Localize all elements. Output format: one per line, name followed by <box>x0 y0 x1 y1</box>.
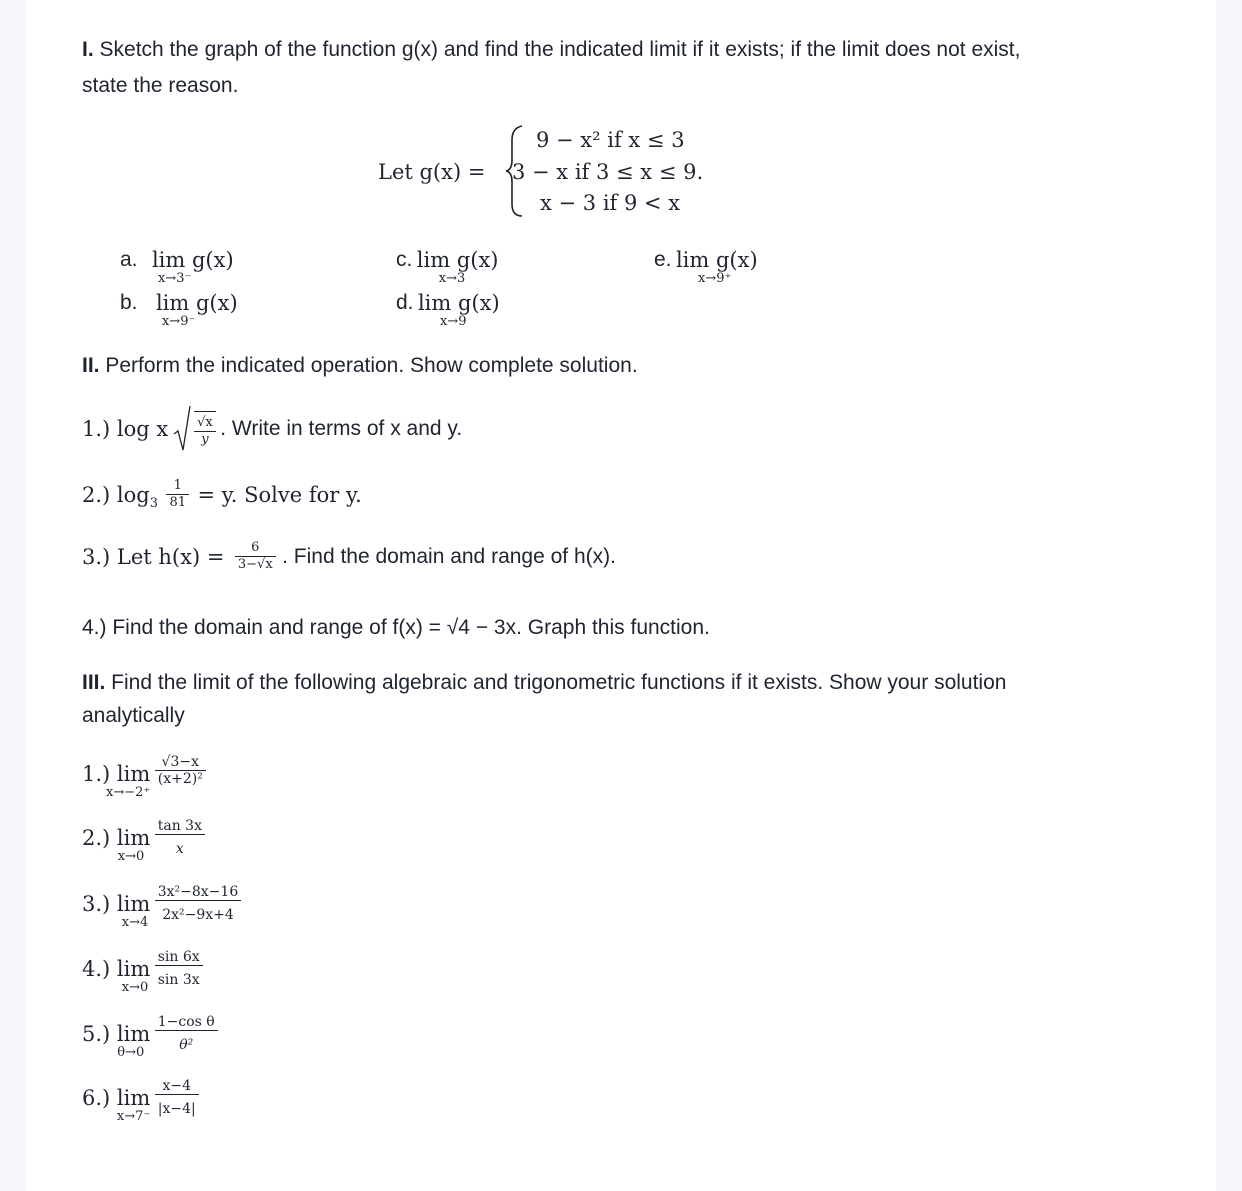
radical-sign-icon <box>173 404 191 454</box>
part-b <box>120 291 238 329</box>
limit-4-lim <box>82 949 150 995</box>
part-b-limit <box>156 291 238 329</box>
limit-1-sub: x→−2⁺ <box>106 785 151 800</box>
part-c-sub: x→3 <box>438 271 466 286</box>
limit-5-lim-word: lim <box>116 1022 151 1046</box>
limit-1-word <box>82 762 150 786</box>
problem-2-2-text: = y. Solve for y. <box>197 482 362 507</box>
limit-4-number: 4.) <box>82 957 111 981</box>
part-d-sub: x→9 <box>439 314 467 329</box>
piecewise-case-1: 9 − x² if x ≤ 3 <box>536 128 685 152</box>
limit-5-numerator: 1−cos θ <box>155 1014 218 1031</box>
limit-4-fraction <box>155 949 203 988</box>
limit-3-word <box>82 892 150 916</box>
limit-6-fraction <box>155 1078 199 1117</box>
part-a-sub: x→3⁻ <box>157 271 192 286</box>
limit-1-fraction <box>155 754 206 787</box>
limit-6-denominator: |x−4| <box>157 1101 196 1117</box>
section-1-heading <box>82 38 1020 62</box>
limit-2-sub: x→0 <box>117 849 145 864</box>
problem-2-3-denominator: 3−√x <box>237 557 273 572</box>
part-c <box>396 248 499 286</box>
part-a-limit <box>152 248 234 286</box>
limit-2-number: 2.) <box>82 826 111 850</box>
problem-2-3 <box>82 540 616 573</box>
limit-6-word <box>82 1086 150 1110</box>
limit-problem-6 <box>82 1078 199 1124</box>
limit-1-numerator: √3−x <box>155 754 206 771</box>
problem-2-2-denominator: 81 <box>169 495 186 510</box>
limit-3-denominator: 2x²−9x+4 <box>162 907 234 923</box>
part-e <box>654 248 758 286</box>
problem-2-1-text: . Write in terms of x and y. <box>220 417 463 440</box>
limit-1-lim-word: lim <box>116 762 151 786</box>
problem-2-1-denominator: y <box>201 431 209 447</box>
section-3-text: Find the limit of the following algebraic and trigonometric functions if it exists. Show your solution <box>105 671 1007 694</box>
part-d-expr: lim g(x) <box>417 291 500 315</box>
limit-3-sub: x→4 <box>121 915 149 930</box>
section-1-heading-line2: state the reason. <box>82 74 239 97</box>
limit-5-word <box>82 1022 150 1046</box>
section-3-number: III. <box>82 671 106 694</box>
problem-2-3-fraction <box>235 540 276 573</box>
limit-problem-4 <box>82 949 203 995</box>
part-d-limit <box>418 291 500 329</box>
part-c-limit <box>417 248 499 286</box>
limit-problem-2 <box>82 818 205 864</box>
limit-2-numerator: tan 3x <box>155 818 205 835</box>
section-2-number: II. <box>82 354 100 377</box>
part-c-label: c. <box>396 248 413 271</box>
part-c-expr: lim g(x) <box>416 248 499 272</box>
limit-4-lim-word: lim <box>116 957 151 981</box>
problem-2-2-fraction <box>166 478 189 511</box>
problem-2-1-radical <box>173 404 216 454</box>
problem-2-3-prefix: 3.) Let h(x) = <box>82 544 225 569</box>
part-b-label: b. <box>120 291 138 314</box>
section-2-text: Perform the indicated operation. Show complete solution. <box>99 354 638 377</box>
part-a <box>120 248 234 286</box>
part-e-limit <box>676 248 758 286</box>
part-a-expr: lim g(x) <box>151 248 234 272</box>
part-a-label: a. <box>120 248 138 271</box>
part-b-expr: lim g(x) <box>155 291 238 315</box>
piecewise-case-2: 3 − x if 3 ≤ x ≤ 9. <box>512 160 704 184</box>
limit-3-fraction <box>155 884 242 923</box>
limit-problem-3 <box>82 884 241 930</box>
problem-2-1 <box>82 404 462 460</box>
limit-problem-5 <box>82 1014 218 1060</box>
limit-3-lim <box>82 884 150 930</box>
limit-2-lim <box>82 818 150 864</box>
section-3-heading-line2: analytically <box>82 704 185 727</box>
problem-2-4: 4.) Find the domain and range of f(x) = √4 − 3x. Graph this function. <box>82 616 710 639</box>
piecewise-label: Let g(x) = <box>378 160 486 184</box>
limit-4-sub: x→0 <box>121 980 149 995</box>
limit-6-lim-word: lim <box>116 1086 151 1110</box>
limit-2-lim-word: lim <box>116 826 151 850</box>
part-e-sub: x→9⁺ <box>697 271 732 286</box>
limit-5-denominator: θ² <box>179 1037 194 1053</box>
limit-4-numerator: sin 6x <box>155 949 203 966</box>
problem-2-2-prefix <box>82 482 158 511</box>
limit-2-word <box>82 826 150 850</box>
part-e-expr: lim g(x) <box>675 248 758 272</box>
part-d <box>396 291 500 329</box>
limit-5-lim <box>82 1014 150 1060</box>
limit-6-number: 6.) <box>82 1086 111 1110</box>
part-d-label: d. <box>396 291 414 314</box>
section-3-heading <box>82 671 1006 695</box>
limit-1-number: 1.) <box>82 762 111 786</box>
section-2-heading <box>82 354 638 378</box>
limit-3-numerator: 3x²−8x−16 <box>155 884 242 901</box>
piecewise-case-3: x − 3 if 9 < x <box>540 191 681 215</box>
limit-3-number: 3.) <box>82 892 111 916</box>
limit-4-word <box>82 957 150 981</box>
limit-5-sub: θ→0 <box>117 1045 145 1060</box>
limit-1-lim <box>82 752 150 800</box>
problem-2-2-base: 3 <box>149 495 158 511</box>
part-b-sub: x→9⁻ <box>161 314 196 329</box>
problem-2-1-fraction <box>194 411 216 448</box>
problem-2-2-numerator: 1 <box>166 478 189 495</box>
limit-6-lim <box>82 1078 150 1124</box>
limit-2-denominator: x <box>175 841 184 857</box>
limit-5-number: 5.) <box>82 1022 111 1046</box>
problem-2-3-text: . Find the domain and range of h(x). <box>282 544 616 568</box>
section-1-number: I. <box>82 38 94 61</box>
problem-2-1-numerator: √x <box>194 415 216 432</box>
problem-2-2 <box>82 478 362 511</box>
problem-2-2-log: 2.) log <box>82 482 150 507</box>
worksheet-page <box>26 0 1216 1191</box>
part-e-label: e. <box>654 248 672 271</box>
limit-3-lim-word: lim <box>116 892 151 916</box>
limit-2-fraction <box>155 818 205 857</box>
problem-2-1-prefix: 1.) log x <box>82 417 169 441</box>
limit-6-sub: x→7⁻ <box>116 1109 151 1124</box>
section-1-text: Sketch the graph of the function g(x) and find the indicated limit if it exists; if the limit does not exist, <box>93 38 1021 61</box>
limit-problem-1 <box>82 752 206 800</box>
limit-4-denominator: sin 3x <box>157 972 200 988</box>
limit-1-denominator: (x+2)² <box>157 771 203 787</box>
problem-2-3-numerator: 6 <box>235 540 276 557</box>
limit-5-fraction <box>155 1014 218 1053</box>
limit-6-numerator: x−4 <box>155 1078 199 1095</box>
